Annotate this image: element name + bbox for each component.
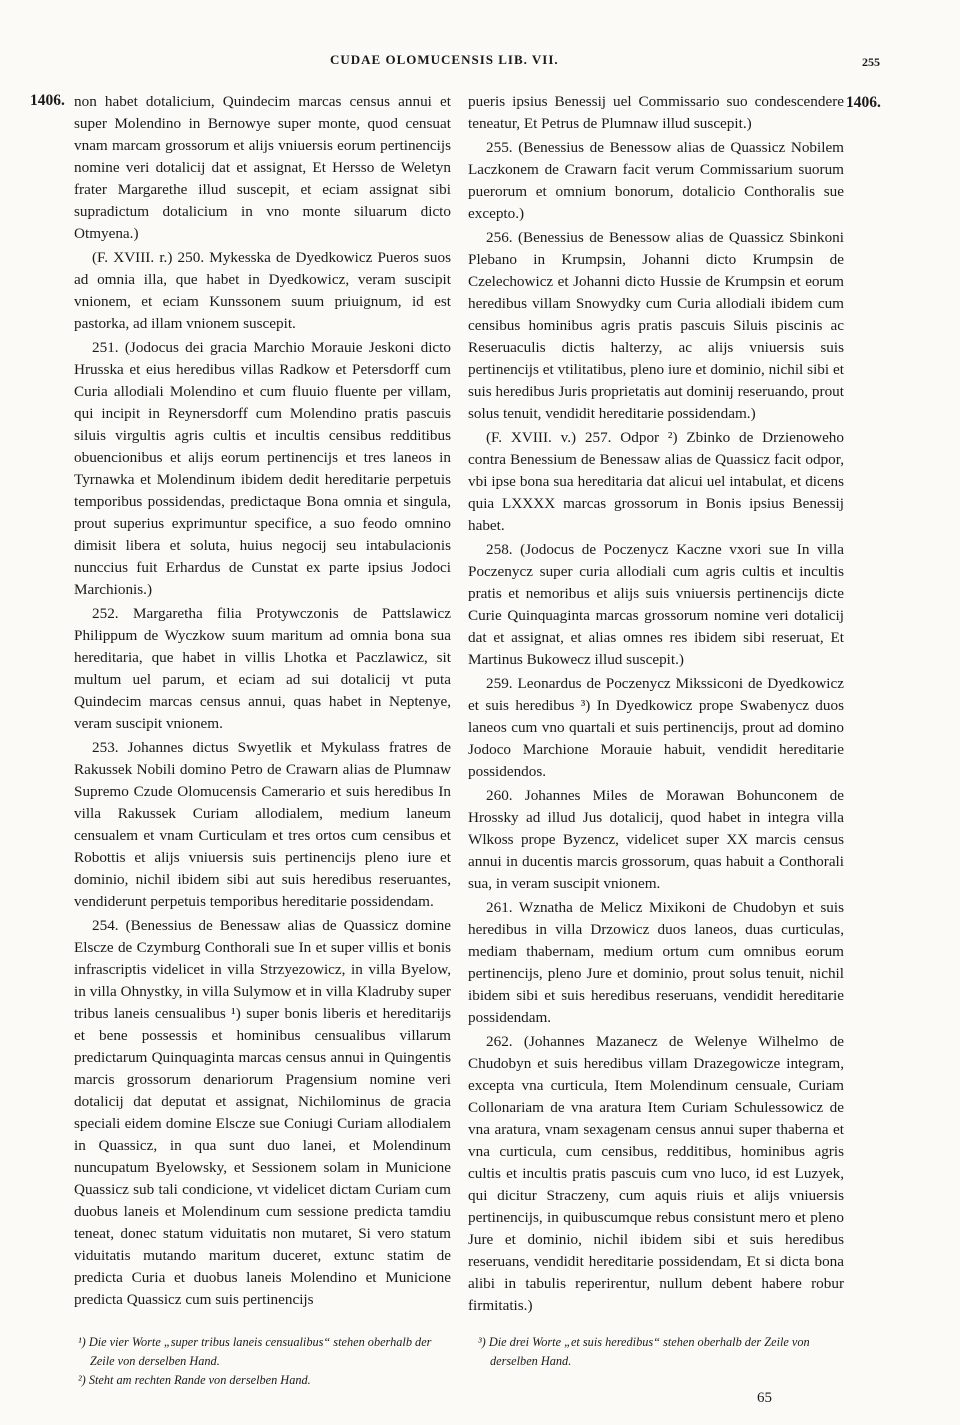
- paragraph: 254. (Benessius de Benessaw alias de Quassicz domine Elscze de Czymburg Conthorali sue In et super villis et bonis infrascriptis videlicet in villa Strzyezowicz, in villa Byelow, in villa Ohnystky, in villa Sulymow et in villa Kladruby super tribus laneis censualibus ¹) super bonis liberis et hereditarijs et bene possessis et hominibus censualibus villarum predictarum Quinquaginta marcas census annui in Quingentis marcis grossorum denariorum Pragensium nomine veri dotalicij dat deputat et assignat, Nichilominus de gracia speciali eidem domine Elscze sue Coniugi Curiam allodialem in Quassicz, in qua sunt duo lanei, et Molendinum nuncupatum Byelowsky, et Sessionem solam in Municione Quassicz sub tali condicione, vt videlicet dictam Curiam cum duobus laneis et Molendinum cum sessione predicta tamdiu teneat, donec statum viduitatis non mutaret, Si vero statum viduitatis mutando maritum duceret, extunc statim de predicta Curia et duobus laneis Molendino et Municione predicta Quassicz cum suis pertinencijs: [74, 917, 451, 1308]
- paragraph: 255. (Benessius de Benessow alias de Quassicz Nobilem Laczkonem de Crawarn facit verum Commissarium suorum puerorum et omnium bonorum, dotalicio Conthoralis sue excepto.): [468, 139, 844, 222]
- paragraph: 251. (Jodocus dei gracia Marchio Morauie Jeskoni dicto Hrusska et eius heredibus villas Radkow et Petersdorff cum Curia allodiali Molendino et cum fluuio fluente per villam, qui incipit in Reynersdorff cum Molendino pratis pascuis siluis virgultis agris cultis et incultis censibus redditibus obuencionibus et alijs eorum pertinencijs et tres laneos in Tyrnawka et Molendinum ibidem dedit hereditarie perpetuis temporibus possidendas, predictaque Bona omnia et singula, prout superius exprimuntur specifice, a suo feodo omnino dimisit libera et soluta, huius negocij seu intabulacionis nunccius fuit Erhardus de Cunstat ex parte ipsius Jodoci Marchionis.): [74, 339, 451, 598]
- footnotes-left: [78, 1333, 448, 1390]
- paragraph: 260. Johannes Miles de Morawan Bohunconem de Hrossky ad illud Jus dotalicij, quod habet in integra villa Wlkoss prope Byzencz, videlicet super XX marcis census annui in ducentis marcis grossorum, quas habuit a Conthorali sua, in veram suscipit vnionem.: [468, 787, 844, 892]
- paragraph: 262. (Johannes Mazanecz de Welenye Wilhelmo de Chudobyn et suis heredibus villam Drazegowicze integram, excepta vna curticula, Item Molendinum censuale, Curiam Collonariam de vna aratura Item Curiam Schulessowicz de vna aratura, vnam sexagenam census annui super thaberna et vna curticula, cum censibus, redditibus, hominibus agris cultis et incultis pratis pascuis cum vno luco, id est Luzyek, qui dicitur Straczeny, cum aquis riuis et alijs vniuersis pertinencijs, in quibuscumque rebus consistunt mero et pleno Jure et dominio, nichil ibidem sibi et suis heredibus reseruans, vendidit hereditarie possidendam, Et si dicta bona alibi in tabulis reperirentur, nullum debent habere robur firmitatis.): [468, 1033, 844, 1314]
- running-title: CUDAE OLOMUCENSIS LIB. VII.: [330, 52, 559, 67]
- paragraph: pueris ipsius Benessij uel Commissario suo condescendere teneatur, Et Petrus de Plumnaw illud suscepit.): [468, 93, 844, 132]
- paragraph: 261. Wznatha de Melicz Mixikoni de Chudobyn et suis heredibus in villa Drzowicz duos laneos, duas curticulas, mediam thabernam, medium ortum cum omnibus eorum pertinencijs, pleno Jure et dominio, prout solus tenuit, nichil ibidem sibi et suis heredibus reseruans, vendidit hereditarie possidendam.: [468, 899, 844, 1026]
- page-number: 255: [862, 55, 880, 69]
- paragraph: 258. (Jodocus de Poczenycz Kaczne vxori sue In villa Poczenycz super curia allodiali cum agris cultis et incultis pratis et nemoribus et alijs suis vniuersis pertinencijs dicte Curie Quinquaginta marcas grossorum nomine veri dotalicij dat et assignat, et alias omnes res ibidem sibi reseruat, Et Martinus Bukowecz illud suscepit.): [468, 541, 844, 668]
- sheet-number: 65: [757, 1390, 772, 1406]
- footnotes-right: [478, 1333, 848, 1371]
- paragraph: (F. XVIII. v.) 257. Odpor ²) Zbinko de Drzienoweho contra Benessium de Benessaw alias de Quassicz facit odpor, vbi ipse bona sua hereditaria dat alicui uel intabulat, et dicens quia LXXXX marcas grossorum in Bonis ipsius Benessij habet.: [468, 429, 844, 534]
- paragraph: (F. XVIII. r.) 250. Mykesska de Dyedkowicz Pueros suos ad omnia illa, que habet in Dyedkowicz, veram suscipit vnionem, et eciam Kunssonem suum priuignum, id est pastorka, ad illam vnionem suscepit.: [74, 249, 451, 332]
- margin-year-right: 1406.: [846, 94, 881, 111]
- footnote: ¹) Die vier Worte „super tribus laneis censualibus“ stehen oberhalb der Zeile von derselben Hand.: [78, 1335, 432, 1368]
- paragraph: 253. Johannes dictus Swyetlik et Mykulass fratres de Rakussek Nobili domino Petro de Crawarn alias de Plumnaw Supremo Czude Olomucensis Camerario et suis heredibus In villa Rakussek Curiam allodialem, medium laneum censualem et vnam Curticulam et tres ortos cum censibus et Robottis et alijs vniuersis suis pertinencijs pleno iure et dominio, nichil ibidem sibi aut suis heredibus reseruantes, vendiderunt perpetuis temporibus hereditarie possidendam.: [74, 739, 451, 910]
- right-column: [468, 91, 844, 1319]
- footnote: ²) Steht am rechten Rande von derselben Hand.: [78, 1373, 311, 1387]
- left-column: [74, 91, 451, 1313]
- paragraph: 259. Leonardus de Poczenycz Mikssiconi de Dyedkowicz et suis heredibus ³) In Dyedkowicz prope Swabenycz duos laneos cum vno quartali et suis pertinencijs, prout ad domino Jodoco Marchione Morauie habuit, vendidit hereditarie possidendos.: [468, 675, 844, 780]
- paragraph: 256. (Benessius de Benessow alias de Quassicz Sbinkoni Plebano in Krumpsin, Johanni dicto Krumpsin de Czelechowicz et Johanni dicto Hussie de Krumpsin et eorum heredibus villam Snowydky cum Curia allodiali ibidem cum censibus hominibus agris pratis pascuis Siluis piscinis ac Reseruaculis dictis halterzy, ac alijs vniuersis suis pertinencijs et vtilitatibus, pleno iure et dominio, nichil sibi et suis heredibus Juris proprietatis aut dominij reseruando, prout solus tenuit, vendidit hereditarie possidendam.): [468, 229, 844, 422]
- margin-year-left: 1406.: [30, 92, 65, 109]
- footnote: ³) Die drei Worte „et suis heredibus“ stehen oberhalb der Zeile von derselben Hand.: [478, 1335, 810, 1368]
- paragraph: non habet dotalicium, Quindecim marcas census annui et super Molendino in Bernowye super monte, quod censuat vnam marcam grossorum et alijs vniuersis eorum pertinencijs nomine veri dotalicij dat et assignat, Et Hersso de Weletyn frater Margarethe illud suscepit, et eciam assignat sibi supradictum dotalicium in vno monte siluarum dicto Otmyena.): [74, 93, 451, 242]
- paragraph: 252. Margaretha filia Protywczonis de Pattslawicz Philippum de Wyczkow suum maritum ad omnia bona sua hereditaria, que habet in villis Lhotka et Paczlawicz, sit multum uel parum, et eciam ad sui dotalicij vt puta Quindecim marcas census annui, quas habet in Neptenye, veram suscipit vnionem.: [74, 605, 451, 732]
